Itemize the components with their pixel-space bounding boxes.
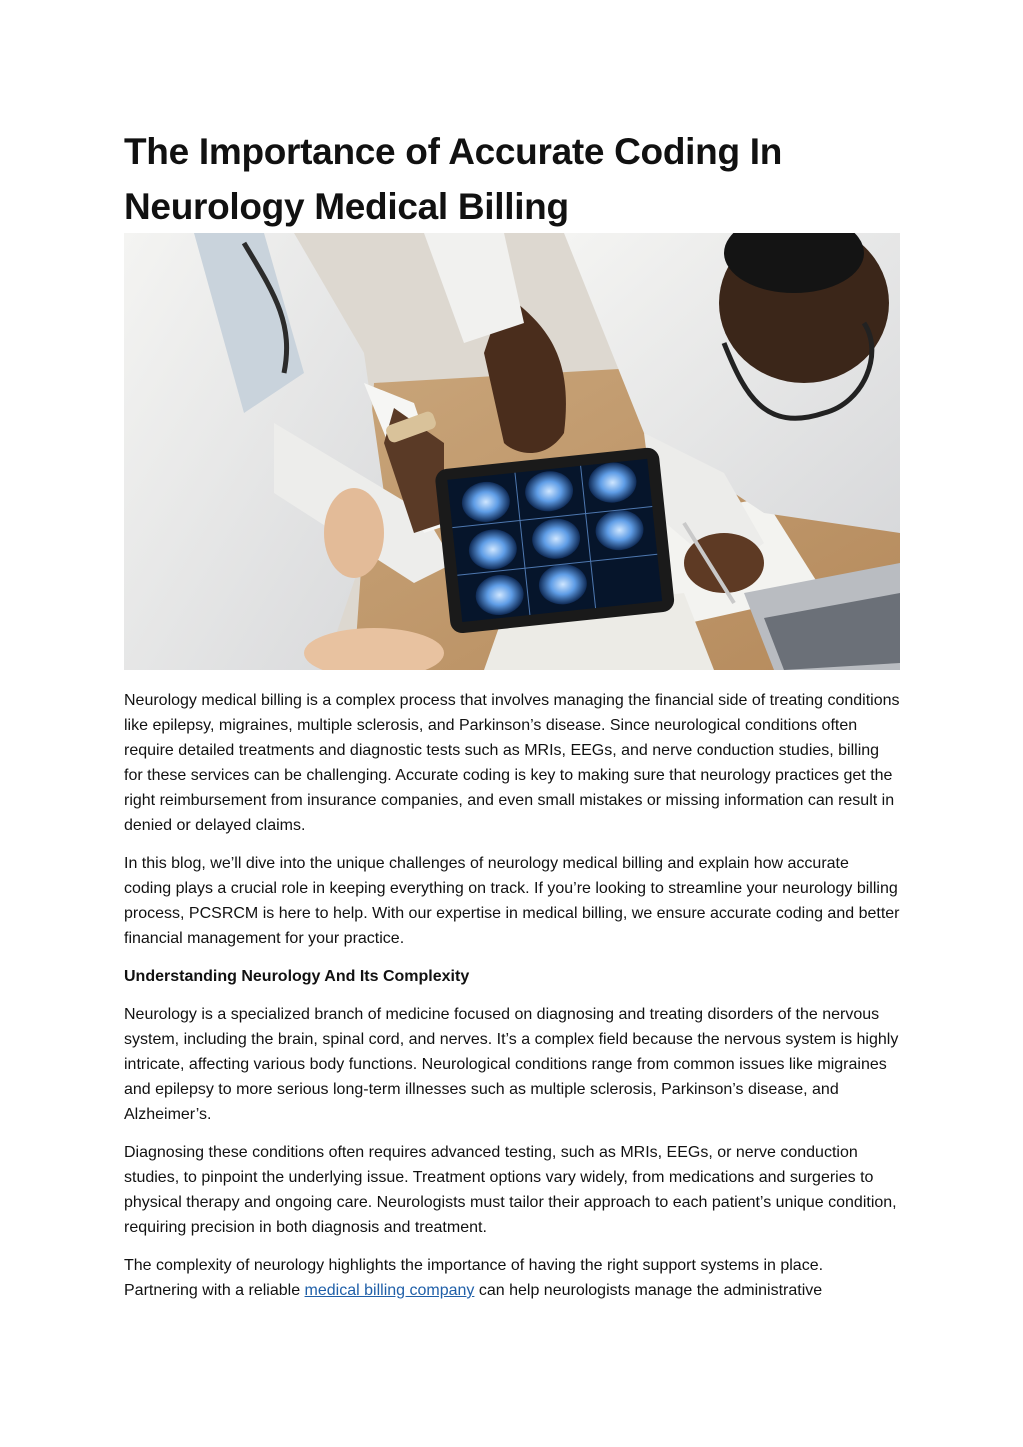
medical-billing-company-link[interactable]: medical billing company (304, 1282, 475, 1299)
paragraph-diagnosis: Diagnosing these conditions often requires advanced testing, such as MRIs, EEGs, or nerve conduction studies, to pinpoint the underlying issue. Treatment options vary widely, from medications and surgeries to physical therapy and ongoing care. Neurologists must tailor their approach to each patient’s unique condition, requiring precision in both diagnosis and treatment. (124, 1144, 897, 1236)
paragraph-complexity (124, 1253, 900, 1303)
section-heading: Understanding Neurology And Its Complexity (124, 968, 470, 985)
article-body (124, 688, 900, 1316)
paragraph-blog-overview: In this blog, we’ll dive into the unique challenges of neurology medical billing and explain how accurate coding plays a crucial role in keeping everything on track. If you’re looking to streamline your neurology billing process, PCSRCM is here to help. With our expertise in medical billing, we ensure accurate coding and better financial management for your practice. (124, 855, 900, 947)
doctors-with-tablet-brain-scans-photo-icon (124, 233, 900, 670)
paragraph-complexity-text-start: The complexity of neurology highlights the importance of having the right support systems in place. Partnering with a reliable (124, 1257, 824, 1299)
hero-image (124, 233, 900, 670)
paragraph-intro: Neurology medical billing is a complex process that involves managing the financial side of treating conditions like epilepsy, migraines, multiple sclerosis, and Parkinson’s disease. Since neurological conditions often require detailed treatments and diagnostic tests such as MRIs, EEGs, and nerve conduction studies, billing for these services can be challenging. Accurate coding is key to making sure that neurology practices get the right reimbursement from insurance companies, and even small mistakes or missing information can result in denied or delayed claims. (124, 692, 900, 834)
page-title: The Importance of Accurate Coding In Neurology Medical Billing (124, 131, 783, 227)
paragraph-neurology-definition: Neurology is a specialized branch of medicine focused on diagnosing and treating disorders of the nervous system, including the brain, spinal cord, and nerves. It’s a complex field because the nervous system is highly intricate, affecting various body functions. Neurological conditions range from common issues like migraines and epilepsy to more serious long-term illnesses such as multiple sclerosis, Parkinson’s disease, and Alzheimer’s. (124, 1006, 899, 1123)
paragraph-complexity-text-end: can help neurologists manage the administrative (474, 1282, 823, 1299)
